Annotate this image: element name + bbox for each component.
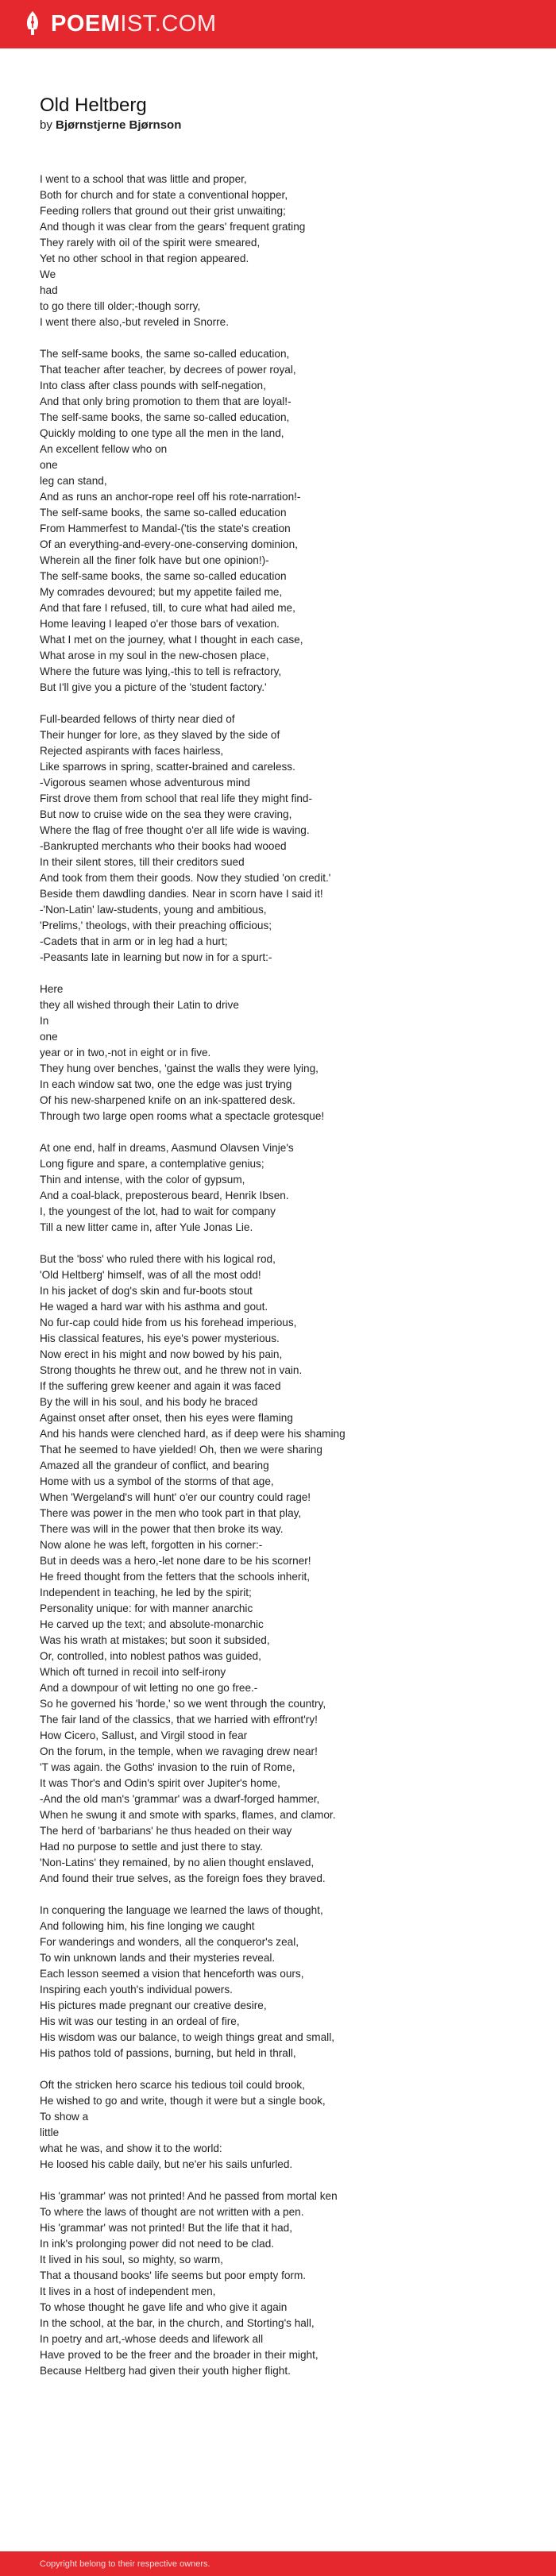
poem-line: He loosed his cable daily, but ne'er his sails unfurled. [40, 2158, 293, 2170]
poem-line: -Bankrupted merchants who their books had wooed [40, 840, 287, 852]
poem-line: He freed thought from the fetters that the schools inherit, [40, 1571, 311, 1583]
poem-line: Through two large open rooms what a spectacle grotesque! [40, 1110, 325, 1122]
poem-line: They rarely with oil of the spirit were smeared, [40, 237, 261, 249]
poem-line: To show a [40, 2111, 89, 2123]
poem-line: His pathos told of passions, burning, but held in thrall, [40, 2047, 296, 2059]
poem-line: I, the youngest of the lot, had to wait for company [40, 1205, 276, 1217]
poem-line: There was power in the men who took part in that play, [40, 1507, 302, 1519]
poem-line: Of an everything-and-every-one-conserving dominion, [40, 538, 298, 550]
poem-line: And a downpour of wit letting no one go free.- [40, 1682, 258, 1694]
poem-line: one [40, 1031, 58, 1043]
poem-body [40, 172, 524, 2379]
poem-line: -Peasants late in learning but now in for a spurt:- [40, 951, 272, 963]
poem-line: His 'grammar' was not printed! But the life that it had, [40, 2222, 292, 2234]
poem-line: Till a new litter came in, after Yule Jonas Lie. [40, 1221, 253, 1233]
poem-line: And that only bring promotion to them that are loyal!- [40, 395, 292, 407]
poem-line: On the forum, in the temple, when we ravaging drew near! [40, 1745, 318, 1757]
poem-line: Wherein all the finer folk have but one opinion!)- [40, 554, 269, 566]
poem-line: An excellent fellow who on [40, 443, 168, 455]
poem-line: What I met on the journey, what I thought in each case, [40, 634, 303, 646]
poem-line: For wanderings and wonders, all the conqueror's zeal, [40, 1936, 299, 1948]
poem-line: Had no purpose to settle and just there to stay. [40, 1841, 263, 1853]
poem-line: They hung over benches, 'gainst the walls they were lying, [40, 1062, 319, 1074]
poem-line: Beside them dawdling dandies. Near in scorn have I said it! [40, 888, 323, 900]
poem-line: And that fare I refused, till, to cure what had ailed me, [40, 602, 295, 614]
poem-line: No fur-cap could hide from us his forehead imperious, [40, 1317, 297, 1328]
stanza-gap [40, 1236, 524, 1251]
poem-line: In their silent stores, till their creditors sued [40, 856, 245, 868]
poem-line: We [40, 268, 56, 280]
poem-line: Rejected aspirants with faces hairless, [40, 745, 224, 757]
poem-line: That a thousand books' life seems but poor empty form. [40, 2269, 307, 2281]
stanza-gap [40, 696, 524, 711]
poem-line: In poetry and art,-whose deeds and lifework all [40, 2333, 264, 2345]
poem-line: To where the laws of thought are not written with a pen. [40, 2206, 304, 2218]
poem-line: Thin and intense, with the color of gypsum, [40, 1174, 245, 1186]
poem-line: 'Non-Latins' they remained, by no alien thought enslaved, [40, 1857, 315, 1868]
poem-line: And took from them their goods. Now they studied 'on credit.' [40, 872, 331, 884]
poem-line: one [40, 459, 58, 471]
poem-line: It lives in a host of independent men, [40, 2285, 216, 2297]
site-logo[interactable] [22, 10, 217, 38]
quill-pen-icon [22, 10, 43, 37]
poem-line: And though it was clear from the gears' frequent grating [40, 221, 306, 233]
poem-line: Yet no other school in that region appeared. [40, 253, 249, 264]
poem-line: He waged a hard war with his asthma and gout. [40, 1301, 268, 1313]
poem-line: I went to a school that was little and proper, [40, 173, 247, 185]
poem-line: Their hunger for lore, as they slaved by the side of [40, 729, 280, 741]
poem-line: At one end, half in dreams, Aasmund Olavsen Vinje's [40, 1142, 294, 1154]
poem-line: From Hammerfest to Mandal-('tis the state's creation [40, 523, 291, 534]
poem-line: year or in two,-not in eight or in five. [40, 1047, 211, 1059]
poem-line: 'Old Heltberg' himself, was of all the most odd! [40, 1269, 261, 1281]
poem-line: What arose in my soul in the new-chosen place, [40, 650, 269, 661]
poem-line: When he swung it and smote with sparks, flames, and clamor. [40, 1809, 336, 1821]
poem-line: The herd of 'barbarians' he thus headed on their way [40, 1825, 292, 1837]
poem-line: Of his new-sharpened knife on an ink-spattered desk. [40, 1094, 295, 1106]
poem-line: -Vigorous seamen whose adventurous mind [40, 777, 250, 789]
stanza-gap [40, 966, 524, 981]
poem-line: First drove them from school that real life they might find- [40, 792, 312, 804]
poem-line: My comrades devoured; but my appetite failed me, [40, 586, 283, 598]
poem-line: Into class after class pounds with self-negation, [40, 380, 266, 391]
poem-line: And a coal-black, preposterous beard, Henrik Ibsen. [40, 1190, 289, 1201]
poem-line: In the school, at the bar, in the church, and Storting's hall, [40, 2317, 315, 2329]
poem-line: Inspiring each youth's individual powers. [40, 1984, 233, 1996]
poem-line: And following him, his fine longing we caught [40, 1920, 255, 1932]
poem-line: But in deeds was a hero,-let none dare to be his scorner! [40, 1555, 311, 1567]
poem-line: Quickly molding to one type all the men in the land, [40, 427, 284, 439]
poem-line: Oft the stricken hero scarce his tedious toil could brook, [40, 2079, 305, 2091]
poem-line: That he seemed to have yielded! Oh, then we were sharing [40, 1444, 322, 1456]
poem-line: Have proved to be the freer and the broader in their might, [40, 2349, 319, 2361]
poem-line: little [40, 2127, 60, 2138]
poem-line: His 'grammar' was not printed! And he passed from mortal ken [40, 2190, 338, 2202]
poem-line: Like sparrows in spring, scatter-brained and careless. [40, 761, 295, 773]
poem-line: had [40, 284, 58, 296]
poem-line: Each lesson seemed a vision that henceforth was ours, [40, 1968, 304, 1980]
poem-line: But now to cruise wide on the sea they were craving, [40, 808, 292, 820]
poem-line: Amazed all the grandeur of conflict, and bearing [40, 1460, 269, 1471]
stanza-gap [40, 1887, 524, 1903]
poem-line: Feeding rollers that ground out their grist unwaiting; [40, 205, 286, 217]
poem-line: By the will in his soul, and his body he braced [40, 1396, 258, 1408]
poem-line: Because Heltberg had given their youth higher flight. [40, 2365, 291, 2377]
poem-line: And his hands were clenched hard, as if deep were his shaming [40, 1428, 346, 1440]
poem-line: His pictures made pregnant our creative desire, [40, 1999, 267, 2011]
poem-byline [40, 118, 181, 133]
poem-line: Against onset after onset, then his eyes were flaming [40, 1412, 293, 1424]
poem-line: Long figure and spare, a contemplative genius; [40, 1158, 264, 1170]
poem-line: His wisdom was our balance, to weigh things great and small, [40, 2031, 334, 2043]
poem-line: It was Thor's and Odin's spirit over Jupiter's home, [40, 1777, 280, 1789]
poem-line: Personality unique: for with manner anarchic [40, 1602, 253, 1614]
logo-bold-text: POEM [51, 11, 121, 37]
poem-line: And found their true selves, as the foreign foes they braved. [40, 1872, 326, 1884]
poem-line: But the 'boss' who ruled there with his logical rod, [40, 1253, 276, 1265]
poem-line: Full-bearded fellows of thirty near died of [40, 713, 235, 725]
author-link[interactable]: Bjørnstjerne Bjørnson [56, 118, 182, 132]
poem-line: In [40, 1015, 49, 1027]
poem-line: His classical features, his eye's power mysterious. [40, 1332, 280, 1344]
poem-line: When 'Wergeland's will hunt' o'er our country could rage! [40, 1491, 311, 1503]
poem-line: I went there also,-but reveled in Snorre. [40, 316, 230, 328]
poem-line: they all wished through their Latin to drive [40, 999, 239, 1011]
stanza-gap [40, 2061, 524, 2077]
poem-line: 'T was again. the Goths' invasion to the ruin of Rome, [40, 1761, 295, 1773]
poem-line: Here [40, 983, 64, 995]
stanza-gap [40, 330, 524, 346]
poem-line: The self-same books, the same so-called education, [40, 411, 290, 423]
poem-line: Now alone he was left, forgotten in his corner:- [40, 1539, 263, 1551]
poem-line: The self-same books, the same so-called education [40, 507, 287, 519]
site-footer [0, 2551, 556, 2576]
poem-line: -Cadets that in arm or in leg had a hurt; [40, 935, 228, 947]
poem-line: Which oft turned in recoil into self-irony [40, 1666, 226, 1678]
site-logo-text [51, 10, 217, 38]
poem-line: what he was, and show it to the world: [40, 2142, 222, 2154]
poem-line: That teacher after teacher, by decrees of power royal, [40, 364, 296, 376]
poem-line: -And the old man's 'grammar' was a dwarf-forged hammer, [40, 1793, 320, 1805]
poem-line: leg can stand, [40, 475, 107, 487]
poem-line: 'Prelims,' theologs, with their preaching officious; [40, 920, 272, 931]
poem-line: to go there till older;-though sorry, [40, 300, 201, 312]
by-label: by [40, 118, 52, 132]
stanza-gap [40, 2173, 524, 2188]
poem-line: Home leaving I leaped o'er those bars of vexation. [40, 618, 280, 630]
poem-line: It lived in his soul, so mighty, so warm, [40, 2254, 223, 2266]
site-header [0, 0, 556, 48]
poem-line: Where the future was lying,-this to tell is refractory, [40, 665, 282, 677]
poem-line: Both for church and for state a conventional hopper, [40, 189, 288, 201]
poem-line: And as runs an anchor-rope reel off his rote-narration!- [40, 491, 301, 503]
poem-line: To whose thought he gave life and who give it again [40, 2301, 288, 2313]
poem-line: There was will in the power that then broke its way. [40, 1523, 284, 1535]
poem-line: Independent in teaching, he led by the spirit; [40, 1587, 252, 1598]
logo-light-text: IST.COM [120, 11, 217, 37]
poem-line: Home with us a symbol of the storms of that age, [40, 1475, 274, 1487]
poem-line: How Cicero, Sallust, and Virgil stood in fear [40, 1730, 248, 1741]
poem-line: In conquering the language we learned the laws of thought, [40, 1904, 323, 1916]
poem-line: His wit was our testing in an ordeal of fire, [40, 2015, 240, 2027]
poem-line: He wished to go and write, though it were but a single book, [40, 2095, 326, 2107]
poem-line: -'Non-Latin' law-students, young and ambitious, [40, 904, 267, 916]
poem-line: The self-same books, the same so-called education, [40, 348, 290, 360]
poem-line: But I'll give you a picture of the 'student factory.' [40, 681, 267, 693]
poem-line: Now erect in his might and now bowed by his pain, [40, 1348, 283, 1360]
copyright-text: Copyright belong to their respective owners. [40, 2559, 210, 2569]
poem-line: He carved up the text; and absolute-monarchic [40, 1618, 264, 1630]
poem-line: In his jacket of dog's skin and fur-boots stout [40, 1285, 253, 1297]
poem-line: If the suffering grew keener and again it was faced [40, 1380, 281, 1392]
poem-title: Old Heltberg [40, 94, 147, 116]
poem-line: To win unknown lands and their mysteries reveal. [40, 1952, 276, 1964]
poem-line: Was his wrath at mistakes; but soon it subsided, [40, 1634, 270, 1646]
poem-line: In each window sat two, one the edge was just trying [40, 1078, 292, 1090]
stanza-gap [40, 1124, 524, 1140]
poem-line: Or, controlled, into noblest pathos was guided, [40, 1650, 261, 1662]
poem-line: So he governed his 'horde,' so we went through the country, [40, 1698, 326, 1710]
poem-line: Strong thoughts he threw out, and he threw not in vain. [40, 1364, 303, 1376]
poem-line: In ink's prolonging power did not need to be clad. [40, 2238, 275, 2250]
poem-line: The self-same books, the same so-called education [40, 570, 287, 582]
poem-line: The fair land of the classics, that we harried with effront'ry! [40, 1714, 318, 1726]
poem-line: Where the flag of free thought o'er all life wide is waving. [40, 824, 310, 836]
